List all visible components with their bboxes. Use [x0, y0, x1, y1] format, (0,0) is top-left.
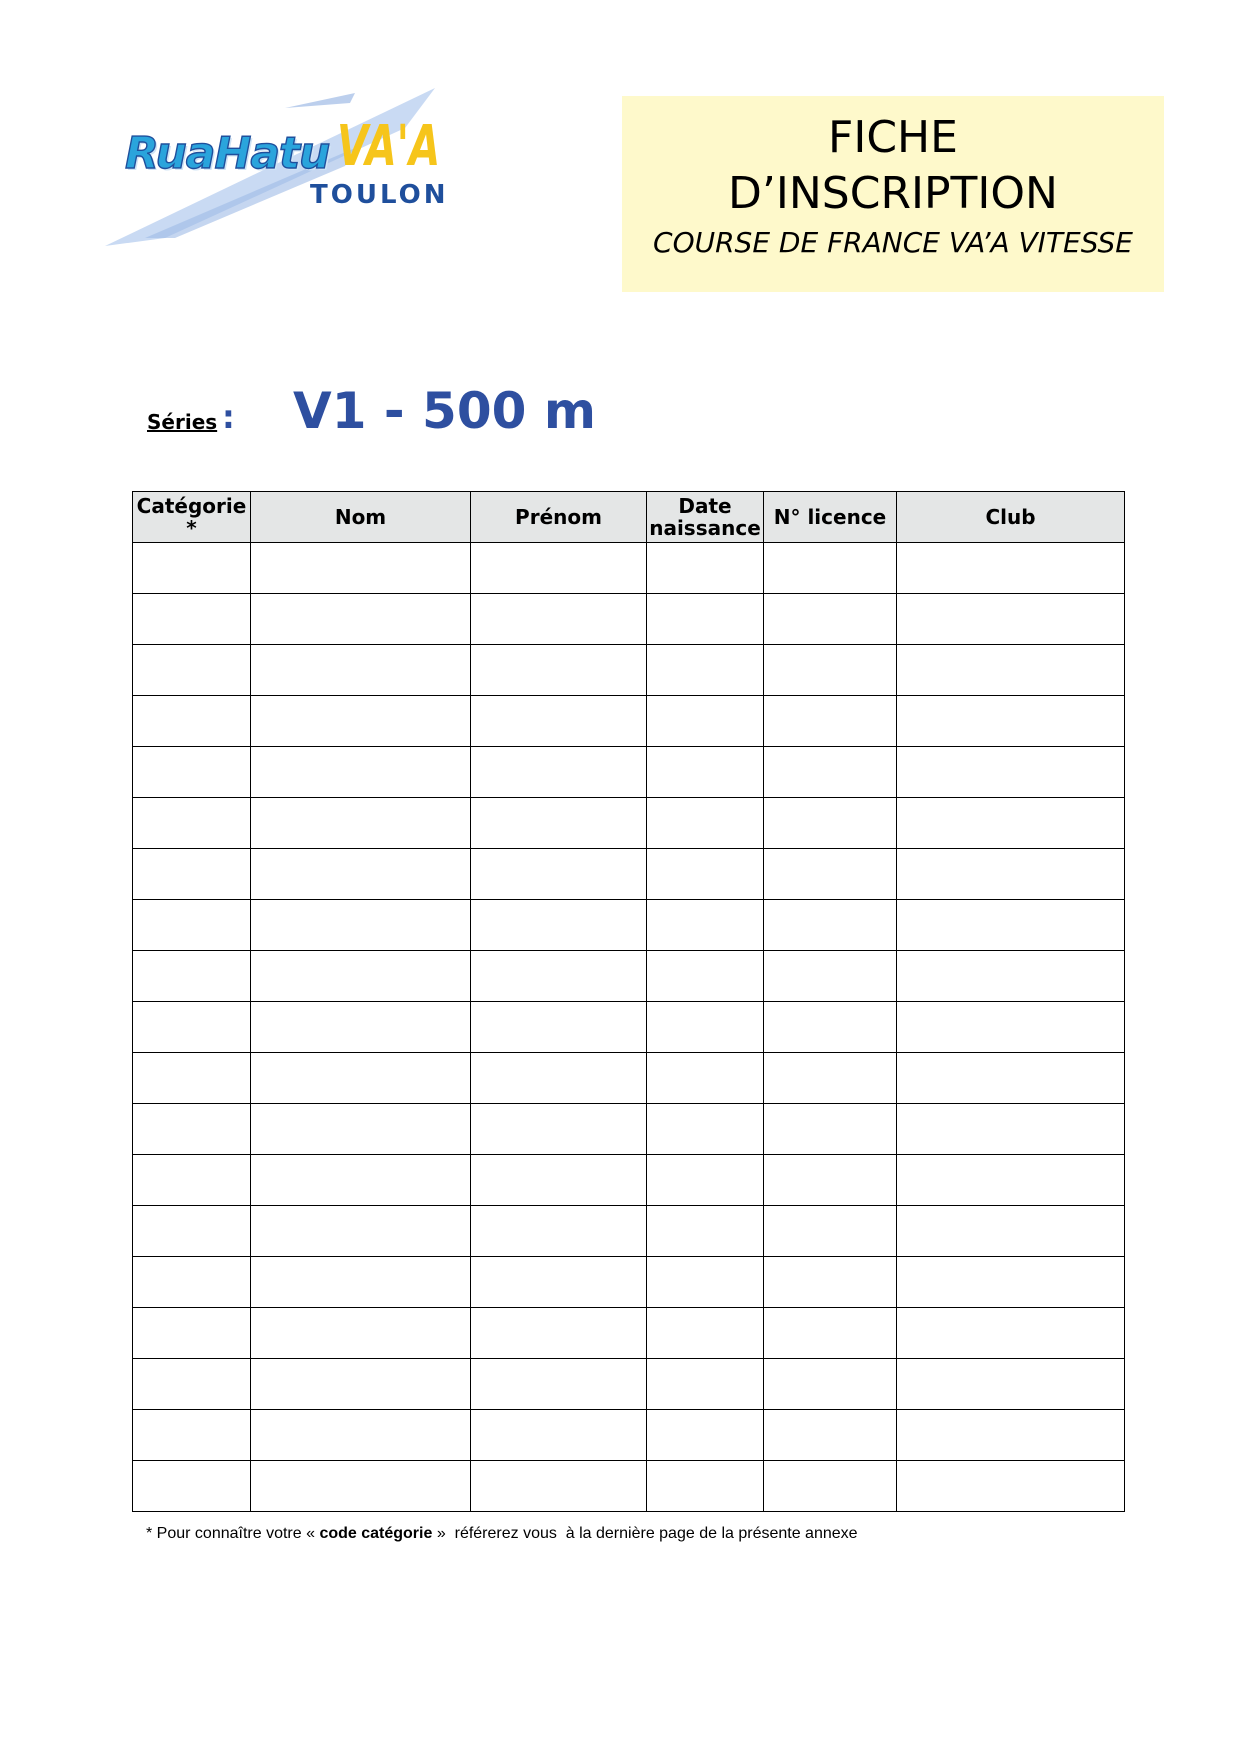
cell-prenom[interactable]: [471, 1410, 647, 1461]
cell-nom[interactable]: [251, 1359, 471, 1410]
cell-categorie[interactable]: [133, 798, 251, 849]
cell-categorie[interactable]: [133, 849, 251, 900]
cell-categorie[interactable]: [133, 1359, 251, 1410]
cell-categorie[interactable]: [133, 1308, 251, 1359]
footnote-prefix: * Pour connaître votre «: [146, 1525, 320, 1542]
cell-nom[interactable]: [251, 696, 471, 747]
cell-club[interactable]: [897, 900, 1125, 951]
series-value: V1 - 500 m: [293, 382, 596, 440]
cell-categorie[interactable]: [133, 1002, 251, 1053]
table-row: [133, 1155, 1125, 1206]
cell-categorie[interactable]: [133, 1410, 251, 1461]
logo-name: RuaHatu: [125, 128, 330, 179]
cell-nom[interactable]: [251, 951, 471, 1002]
cell-date-naissance[interactable]: [647, 747, 764, 798]
cell-date-naissance[interactable]: [647, 798, 764, 849]
cell-licence[interactable]: [764, 1002, 897, 1053]
cell-date-naissance[interactable]: [647, 1410, 764, 1461]
cell-club[interactable]: [897, 543, 1125, 594]
logo-city: TOULON: [310, 180, 449, 210]
table-row: [133, 849, 1125, 900]
header-licence: [764, 492, 897, 543]
cell-categorie[interactable]: [133, 1155, 251, 1206]
header-categorie: [133, 492, 251, 543]
cell-date-naissance[interactable]: [647, 951, 764, 1002]
cell-date-naissance[interactable]: [647, 594, 764, 645]
table-row: [133, 543, 1125, 594]
cell-licence[interactable]: [764, 645, 897, 696]
cell-club[interactable]: [897, 798, 1125, 849]
cell-categorie[interactable]: [133, 1053, 251, 1104]
table-row: [133, 1002, 1125, 1053]
cell-prenom[interactable]: [471, 543, 647, 594]
club-logo: [105, 88, 449, 258]
cell-date-naissance[interactable]: [647, 1053, 764, 1104]
header-label: Prénom: [515, 505, 602, 529]
cell-licence[interactable]: [764, 1104, 897, 1155]
cell-nom[interactable]: [251, 1410, 471, 1461]
cell-nom[interactable]: [251, 543, 471, 594]
cell-nom[interactable]: [251, 1461, 471, 1512]
cell-prenom[interactable]: [471, 900, 647, 951]
footnote-suffix: » référerez vous à la dernière page de la présente annexe: [432, 1525, 858, 1542]
table-row: [133, 798, 1125, 849]
table-body: [133, 543, 1125, 1512]
cell-club[interactable]: [897, 645, 1125, 696]
cell-nom[interactable]: [251, 1104, 471, 1155]
cell-club[interactable]: [897, 1257, 1125, 1308]
form-title-line2: D’INSCRIPTION: [728, 168, 1058, 219]
cell-categorie[interactable]: [133, 747, 251, 798]
cell-nom[interactable]: [251, 1002, 471, 1053]
cell-prenom[interactable]: [471, 1461, 647, 1512]
cell-licence[interactable]: [764, 594, 897, 645]
cell-categorie[interactable]: [133, 900, 251, 951]
title-box: [622, 96, 1164, 292]
cell-nom[interactable]: [251, 645, 471, 696]
header-club: [897, 492, 1125, 543]
cell-club[interactable]: [897, 1410, 1125, 1461]
cell-club[interactable]: [897, 1002, 1125, 1053]
form-title-line1: FICHE: [828, 112, 958, 163]
cell-nom[interactable]: [251, 849, 471, 900]
table-row: [133, 951, 1125, 1002]
cell-date-naissance[interactable]: [647, 1206, 764, 1257]
cell-prenom[interactable]: [471, 1155, 647, 1206]
cell-categorie[interactable]: [133, 1257, 251, 1308]
cell-licence[interactable]: [764, 900, 897, 951]
cell-date-naissance[interactable]: [647, 543, 764, 594]
cell-licence[interactable]: [764, 543, 897, 594]
cell-date-naissance[interactable]: [647, 1257, 764, 1308]
cell-licence[interactable]: [764, 1155, 897, 1206]
cell-nom[interactable]: [251, 1053, 471, 1104]
table-row: [133, 1359, 1125, 1410]
cell-club[interactable]: [897, 1206, 1125, 1257]
cell-prenom[interactable]: [471, 798, 647, 849]
cell-categorie[interactable]: [133, 645, 251, 696]
table-row: [133, 1053, 1125, 1104]
header-nom: [251, 492, 471, 543]
cell-date-naissance[interactable]: [647, 900, 764, 951]
cell-categorie[interactable]: [133, 1206, 251, 1257]
cell-licence[interactable]: [764, 747, 897, 798]
cell-club[interactable]: [897, 594, 1125, 645]
footnote: [146, 1525, 858, 1543]
cell-prenom[interactable]: [471, 849, 647, 900]
cell-licence[interactable]: [764, 849, 897, 900]
table-row: [133, 1308, 1125, 1359]
cell-prenom[interactable]: [471, 1257, 647, 1308]
table-row: [133, 1461, 1125, 1512]
cell-club[interactable]: [897, 951, 1125, 1002]
cell-categorie[interactable]: [133, 594, 251, 645]
cell-licence[interactable]: [764, 1206, 897, 1257]
table-row: [133, 1410, 1125, 1461]
cell-nom[interactable]: [251, 1155, 471, 1206]
table-row: [133, 900, 1125, 951]
logo-suffix: VA'A: [337, 114, 441, 179]
cell-date-naissance[interactable]: [647, 1308, 764, 1359]
form-subtitle: COURSE DE FRANCE VA’A VITESSE: [653, 226, 1133, 259]
cell-date-naissance[interactable]: [647, 696, 764, 747]
cell-prenom[interactable]: [471, 696, 647, 747]
cell-licence[interactable]: [764, 1410, 897, 1461]
footnote-emphasis: code catégorie: [319, 1525, 433, 1542]
series-colon: :: [222, 398, 235, 436]
cell-licence[interactable]: [764, 1257, 897, 1308]
cell-date-naissance[interactable]: [647, 1461, 764, 1512]
cell-date-naissance[interactable]: [647, 1155, 764, 1206]
cell-licence[interactable]: [764, 1053, 897, 1104]
table-row: [133, 1257, 1125, 1308]
cell-categorie[interactable]: [133, 1104, 251, 1155]
table-header-row: [133, 492, 1125, 543]
cell-nom[interactable]: [251, 747, 471, 798]
cell-club[interactable]: [897, 696, 1125, 747]
cell-licence[interactable]: [764, 1308, 897, 1359]
cell-club[interactable]: [897, 747, 1125, 798]
cell-club[interactable]: [897, 1461, 1125, 1512]
table-row: [133, 696, 1125, 747]
series-label: Séries: [147, 410, 218, 434]
cell-club[interactable]: [897, 1308, 1125, 1359]
cell-club[interactable]: [897, 1359, 1125, 1410]
header-label: Catégorie: [136, 494, 247, 518]
cell-prenom[interactable]: [471, 1359, 647, 1410]
cell-licence[interactable]: [764, 1461, 897, 1512]
registration-table: [132, 491, 1125, 1512]
header-prenom: [471, 492, 647, 543]
cell-nom[interactable]: [251, 1308, 471, 1359]
header-label: Date: [678, 494, 732, 518]
cell-prenom[interactable]: [471, 1308, 647, 1359]
cell-prenom[interactable]: [471, 594, 647, 645]
cell-categorie[interactable]: [133, 543, 251, 594]
cell-date-naissance[interactable]: [647, 1359, 764, 1410]
cell-prenom[interactable]: [471, 1053, 647, 1104]
cell-prenom[interactable]: [471, 1104, 647, 1155]
table-row: [133, 645, 1125, 696]
header-label-sub: naissance: [649, 516, 761, 540]
cell-nom[interactable]: [251, 1257, 471, 1308]
cell-date-naissance[interactable]: [647, 1002, 764, 1053]
cell-categorie[interactable]: [133, 1461, 251, 1512]
cell-date-naissance[interactable]: [647, 1104, 764, 1155]
cell-licence[interactable]: [764, 1359, 897, 1410]
header-label: Club: [985, 505, 1036, 529]
cell-licence[interactable]: [764, 696, 897, 747]
cell-categorie[interactable]: [133, 696, 251, 747]
table-row: [133, 1206, 1125, 1257]
cell-nom[interactable]: [251, 798, 471, 849]
header-label: N° licence: [773, 505, 887, 529]
cell-nom[interactable]: [251, 900, 471, 951]
cell-date-naissance[interactable]: [647, 849, 764, 900]
cell-prenom[interactable]: [471, 1002, 647, 1053]
table-row: [133, 594, 1125, 645]
cell-licence[interactable]: [764, 798, 897, 849]
header-label-sub: *: [186, 516, 197, 540]
header-label: Nom: [334, 505, 387, 529]
cell-club[interactable]: [897, 849, 1125, 900]
cell-nom[interactable]: [251, 1206, 471, 1257]
cell-club[interactable]: [897, 1155, 1125, 1206]
table-row: [133, 1104, 1125, 1155]
cell-club[interactable]: [897, 1104, 1125, 1155]
cell-categorie[interactable]: [133, 951, 251, 1002]
header-date-naissance: [647, 492, 764, 543]
cell-date-naissance[interactable]: [647, 645, 764, 696]
cell-prenom[interactable]: [471, 951, 647, 1002]
cell-prenom[interactable]: [471, 1206, 647, 1257]
cell-nom[interactable]: [251, 594, 471, 645]
cell-licence[interactable]: [764, 951, 897, 1002]
cell-prenom[interactable]: [471, 747, 647, 798]
table-row: [133, 747, 1125, 798]
cell-prenom[interactable]: [471, 645, 647, 696]
cell-club[interactable]: [897, 1053, 1125, 1104]
